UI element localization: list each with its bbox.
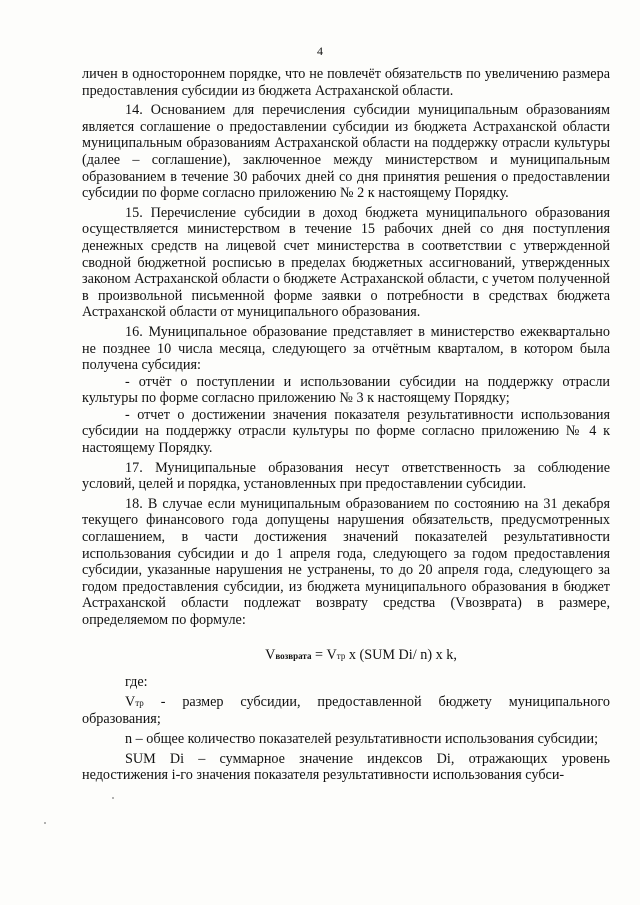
paragraph-16: 16. Муниципальное образование представляет в министерство ежеквартально не позднее 10 числа месяца, следующего за отчётным кварталом, в котором была получена субсидия: [82, 323, 610, 374]
definition-vtr-symbol: V [125, 693, 136, 710]
formula-equals: = V [311, 646, 337, 663]
refund-formula [82, 647, 610, 665]
scan-artifact [44, 822, 46, 824]
paragraph-16-item-report-indicator: - отчет о достижении значения показателя результативности использования субсидии на поддержку отрасли культуры по форме согласно приложению № 4 к настоящему Порядку. [82, 406, 610, 457]
paragraph-15: 15. Перечисление субсидии в доход бюджета муниципального образования осуществляется министерством в течение 15 рабочих дней со дня поступления денежных средств на лицевой счет министерства в соответствии с утвержденной сводной бюджетной росписью в пределах бюджетных ассигнований, утвержденных законом Астраханской области о бюджете Астраханской области, с учетом полученной в произвольной письменной форме заявки о потребности в средствах бюджета Астраханской области от муниципального образования. [82, 204, 610, 321]
definition-n: n – общее количество показателей результативности использования субсидии; [125, 730, 599, 747]
paragraph-14: 14. Основанием для перечисления субсидии муниципальным образованиям является соглашение о предоставлении субсидии из бюджета Астраханской области муниципальным образованиям Астраханской области на поддержку отрасли культуры (далее – соглашение), заключенное между министерством и муниципальным образованием в течение 30 рабочих дней со дня принятия решения о предоставлении субсидии по форме согласно приложению № 2 к настоящему Порядку. [82, 102, 610, 202]
paragraph-17: 17. Муниципальные образования несут ответственность за соблюдение условий, целей и порядка, установленных при предоставлении субсидии. [82, 459, 610, 493]
document-body [82, 66, 610, 784]
formula-tr-subscript: тр [336, 650, 346, 661]
formula-v-subscript: возврата [275, 650, 312, 661]
formula-v: V [265, 646, 276, 663]
paragraph-18: 18. В случае если муниципальным образованием по состоянию на 31 декабря текущего финансового года допущены нарушения обязательств, предусмотренных соглашением, в части достижения значений показателей результативности использования субсидии и до 1 апреля года, следующего за годом предоставления субсидии, указанные нарушения не устранены, то до 20 апреля года, следующего за годом предоставления субсидии, из бюджета муниципального образования в бюджет Астраханской области подлежат возврату средства (Vвозврата) в размере, определяемом по формуле: [82, 495, 610, 628]
page-number: 4 [317, 44, 323, 58]
definition-vtr-text: - размер субсидии, предоставленной бюджету муниципального образования; [82, 693, 610, 728]
formula-rest: x (SUM Di/ n) x k, [345, 646, 457, 663]
definition-vtr-subscript: тр [135, 697, 144, 708]
paragraph-continuation: личен в одностороннем порядке, что не повлечёт обязательств по увеличению размера предоставления субсидии из бюджета Астраханской области. [82, 66, 610, 99]
definition-sum-di: SUM Di – суммарное значение индексов Di, отражающих уровень недостижения i-го значения показателя результативности использования субси- [82, 750, 610, 784]
scan-artifact [112, 797, 114, 799]
definition-vtr [82, 694, 610, 728]
where-label: где: [125, 674, 148, 691]
paragraph-16-item-report-usage: - отчёт о поступлении и использовании субсидии на поддержку отрасли культуры по форме согласно приложению № 3 к настоящему Порядку; [82, 373, 610, 407]
